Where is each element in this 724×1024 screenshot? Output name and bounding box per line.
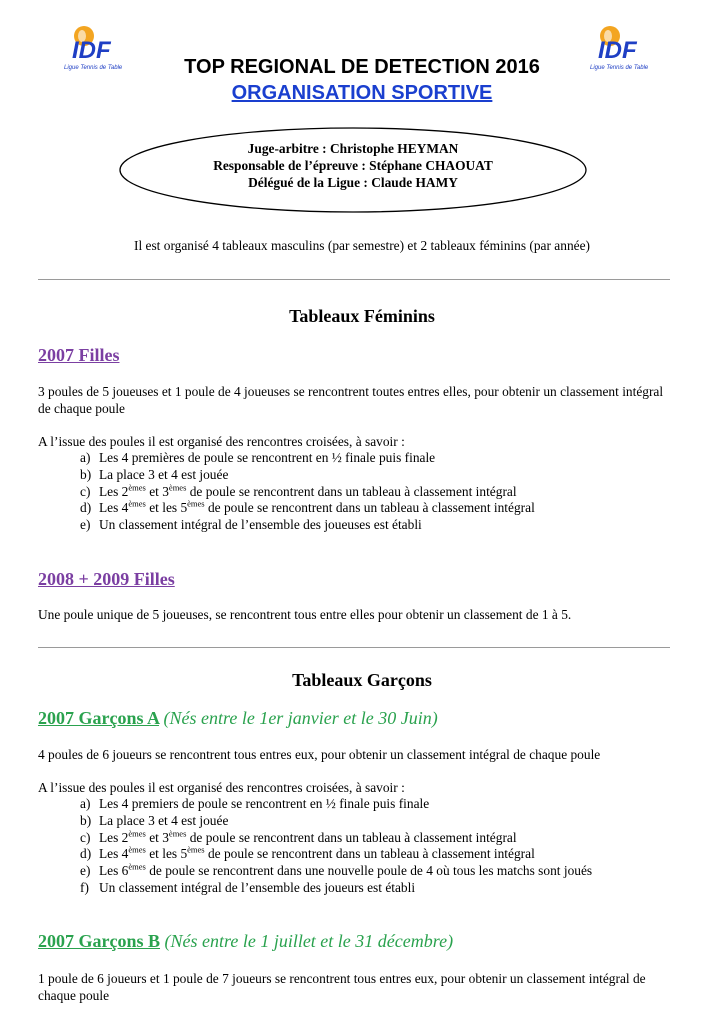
list-item bbox=[80, 863, 592, 880]
item-text: Les 4 bbox=[99, 846, 129, 862]
list-item bbox=[80, 846, 592, 863]
list-item bbox=[80, 830, 592, 847]
list-item bbox=[80, 500, 535, 517]
intro-text: Il est organisé 4 tableaux masculins (par semestre) et 2 tableaux féminins (par année) bbox=[134, 238, 590, 253]
svg-text:Ligue Tennis de Table: Ligue Tennis de Table bbox=[64, 65, 123, 71]
superscript: èmes bbox=[128, 482, 146, 493]
svg-text:IDF: IDF bbox=[72, 37, 111, 64]
list-marker: f) bbox=[80, 879, 89, 895]
list-item bbox=[80, 517, 535, 534]
filles-rules-list bbox=[80, 450, 535, 534]
list-marker: a) bbox=[80, 796, 91, 811]
feminins-heading: Tableaux Féminins bbox=[289, 306, 435, 326]
list-marker: a) bbox=[80, 450, 91, 465]
paragraph: 4 poules de 6 joueurs se rencontrent tous entres eux, pour obtenir un classement intégral de chaque poule bbox=[38, 747, 601, 762]
superscript: èmes bbox=[168, 482, 187, 493]
superscript: èmes bbox=[128, 828, 146, 839]
item-text: Un classement intégral de l’ensemble des joueurs est établi bbox=[99, 879, 416, 895]
section-title-2007-garcons-b bbox=[38, 931, 453, 952]
superscript: èmes bbox=[168, 828, 187, 839]
item-text: de poule se rencontrent dans un tableau à classement intégral bbox=[186, 829, 517, 845]
item-text: de poule se rencontrent dans une nouvelle poule de 4 où tous les matchs sont joués bbox=[145, 863, 593, 879]
item-text: Un classement intégral de l’ensemble des joueuses est établi bbox=[99, 517, 422, 533]
item-text: La place 3 et 4 est jouée bbox=[99, 466, 229, 482]
paragraph: 3 poules de 5 joueuses et 1 poule de 4 joueuses se rencontrent toutes entres elles, pour obtenir un classement intégral de chaque poule bbox=[38, 384, 664, 416]
officials-box bbox=[118, 126, 588, 214]
section-title-note: (Nés entre le 1 juillet et le 31 décembre) bbox=[164, 931, 454, 951]
paragraph: 1 poule de 6 joueurs et 1 poule de 7 joueurs se rencontrent tous entres eux, pour obtenir un classement intégral de chaque poule bbox=[38, 971, 646, 1003]
list-marker: e) bbox=[80, 517, 91, 533]
list-item bbox=[80, 880, 592, 897]
item-text: Les 4 bbox=[99, 500, 129, 516]
list-marker: d) bbox=[80, 500, 92, 516]
superscript: èmes bbox=[187, 498, 205, 509]
official-line: Juge-arbitre : Christophe HEYMAN bbox=[247, 141, 459, 156]
svg-text:IDF: IDF bbox=[598, 37, 637, 64]
list-marker: c) bbox=[80, 829, 91, 845]
separator bbox=[38, 279, 670, 280]
superscript: èmes bbox=[128, 844, 146, 855]
list-item bbox=[80, 484, 535, 501]
item-text: Les 4 premiers de poule se rencontrent en ½ finale puis finale bbox=[99, 796, 430, 811]
officials-text bbox=[118, 140, 588, 191]
item-text: et les 5 bbox=[145, 846, 188, 862]
item-text: Les 4 premières de poule se rencontrent en ½ finale puis finale bbox=[99, 450, 436, 465]
list-marker: b) bbox=[80, 812, 92, 828]
superscript: èmes bbox=[128, 498, 146, 509]
paragraph: A l’issue des poules il est organisé des rencontres croisées, à savoir : bbox=[38, 434, 405, 449]
official-line: Responsable de l’épreuve : Stéphane CHAOUAT bbox=[213, 158, 493, 173]
item-text: de poule se rencontrent dans un tableau à classement intégral bbox=[204, 846, 535, 862]
svg-text:Ligue Tennis de Table: Ligue Tennis de Table bbox=[590, 65, 649, 71]
section-title-text: 2007 Garçons B bbox=[38, 931, 161, 951]
list-item bbox=[80, 467, 535, 484]
garcons-heading: Tableaux Garçons bbox=[292, 670, 432, 690]
section-title-text: 2007 Garçons A bbox=[38, 708, 160, 728]
item-text: et les 5 bbox=[145, 500, 188, 516]
section-title-2007-garcons-a bbox=[38, 708, 438, 729]
item-text: de poule se rencontrent dans un tableau à classement intégral bbox=[204, 500, 535, 516]
item-text: Les 2 bbox=[99, 483, 129, 499]
item-text: de poule se rencontrent dans un tableau à classement intégral bbox=[186, 483, 517, 499]
page-subtitle: ORGANISATION SPORTIVE bbox=[231, 82, 493, 104]
superscript: èmes bbox=[128, 861, 146, 872]
superscript: èmes bbox=[187, 844, 205, 855]
list-item bbox=[80, 813, 592, 830]
official-line: Délégué de la Ligue : Claude HAMY bbox=[248, 175, 458, 190]
section-title-note: (Nés entre le 1er janvier et le 30 Juin) bbox=[163, 708, 438, 728]
item-text: Les 6 bbox=[99, 863, 129, 879]
paragraph: A l’issue des poules il est organisé des rencontres croisées, à savoir : bbox=[38, 780, 405, 795]
item-text: La place 3 et 4 est jouée bbox=[99, 812, 229, 828]
paragraph: Une poule unique de 5 joueuses, se rencontrent tous entre elles pour obtenir un classement de 1 à 5. bbox=[38, 607, 572, 622]
list-item bbox=[80, 450, 535, 467]
list-marker: e) bbox=[80, 863, 91, 879]
garcons-a-rules-list bbox=[80, 796, 592, 897]
section-title-2007-filles: 2007 Filles bbox=[38, 345, 120, 365]
item-text: et 3 bbox=[145, 829, 169, 845]
list-marker: b) bbox=[80, 466, 92, 482]
list-marker: d) bbox=[80, 846, 92, 862]
separator bbox=[38, 647, 670, 648]
page-title: TOP REGIONAL DE DETECTION 2016 bbox=[184, 56, 540, 78]
list-item bbox=[80, 796, 592, 813]
list-marker: c) bbox=[80, 483, 91, 499]
item-text: Les 2 bbox=[99, 829, 129, 845]
item-text: et 3 bbox=[145, 483, 169, 499]
section-title-2008-2009-filles: 2008 + 2009 Filles bbox=[38, 569, 175, 589]
